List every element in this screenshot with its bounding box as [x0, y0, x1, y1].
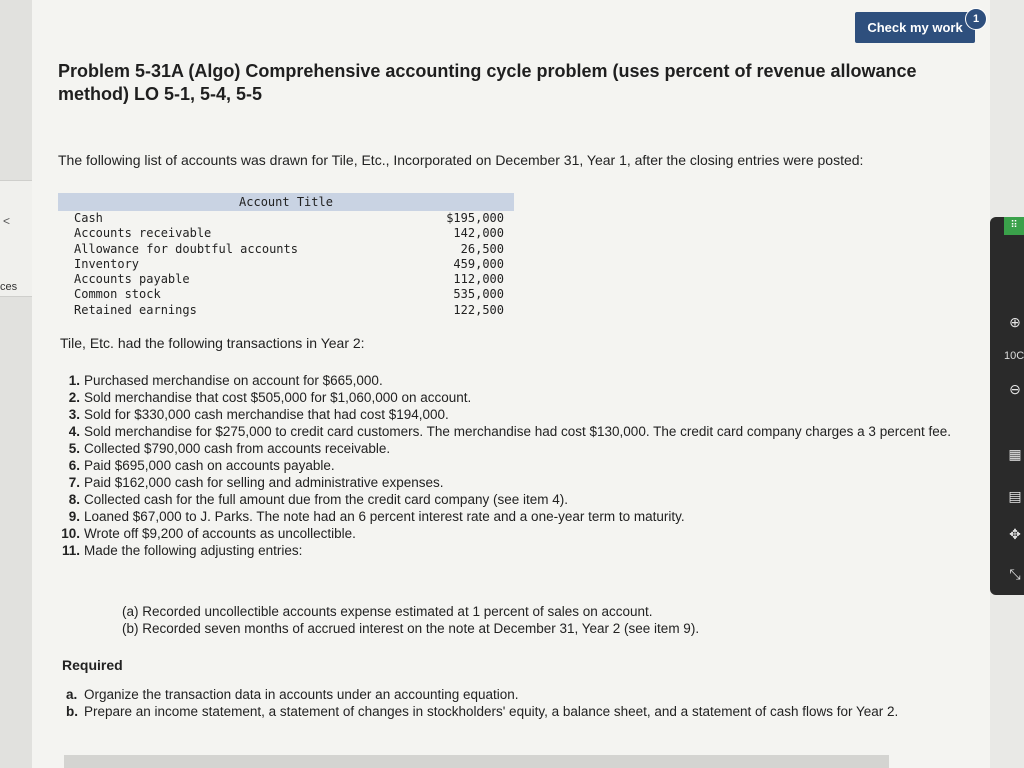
transaction-text: Paid $695,000 cash on accounts payable. — [84, 458, 335, 473]
transaction-item — [58, 474, 963, 491]
calculator-icon[interactable]: ▦ — [1008, 446, 1022, 462]
transaction-item — [58, 508, 963, 525]
transaction-text: Collected cash for the full amount due from the credit card company (see item 4). — [84, 492, 568, 507]
transaction-number: 10. — [61, 526, 80, 541]
transaction-number: 11. — [61, 543, 80, 558]
required-list — [66, 686, 956, 720]
zoom-level: 10C — [1004, 350, 1024, 362]
transaction-text: Sold merchandise for $275,000 to credit card customers. The merchandise had cost $130,000. The credit card company charges a 3 percent fee. — [84, 424, 951, 439]
account-row — [58, 303, 514, 318]
required-item — [66, 703, 956, 720]
transaction-number: 8. — [68, 492, 80, 507]
account-row — [58, 242, 514, 257]
account-row — [58, 257, 514, 272]
account-name: Common stock — [74, 287, 161, 302]
left-panel-tab[interactable] — [0, 180, 33, 297]
collapse-icon[interactable]: ⤡ — [1009, 566, 1021, 582]
chevron-left-icon[interactable]: < — [3, 214, 11, 228]
account-amount: 142,000 — [453, 226, 504, 241]
account-row — [58, 211, 514, 226]
left-panel-label[interactable]: ces — [0, 281, 18, 293]
transaction-item — [58, 423, 963, 440]
required-letter: a. — [66, 687, 78, 702]
transaction-item — [58, 440, 963, 457]
required-text: Organize the transaction data in accounts under an accounting equation. — [84, 687, 519, 702]
transaction-text: Sold for $330,000 cash merchandise that had cost $194,000. — [84, 407, 449, 422]
transaction-number: 3. — [68, 407, 80, 422]
left-strip — [0, 0, 32, 768]
transaction-text: Purchased merchandise on account for $665,000. — [84, 373, 383, 388]
transaction-item — [58, 406, 963, 423]
required-letter: b. — [66, 704, 78, 719]
required-heading: Required — [62, 657, 123, 673]
transaction-item — [58, 372, 963, 389]
transaction-number: 6. — [68, 458, 80, 473]
account-name: Accounts payable — [74, 272, 190, 287]
adjustments-list — [122, 603, 699, 637]
account-name: Allowance for doubtful accounts — [74, 241, 298, 256]
account-amount: 459,000 — [453, 256, 504, 271]
transaction-item — [58, 457, 963, 474]
transaction-number: 4. — [68, 424, 80, 439]
transaction-text: Sold merchandise that cost $505,000 for $1,060,000 on account. — [84, 390, 472, 405]
accounts-table — [58, 193, 514, 318]
account-name: Retained earnings — [74, 302, 197, 317]
adjustment-item: (b) Recorded seven months of accrued interest on the note at December 31, Year 2 (see item 9). — [122, 621, 700, 636]
transaction-number: 1. — [68, 373, 80, 388]
bottom-scroll-area — [64, 755, 889, 768]
transaction-text: Collected $790,000 cash from accounts receivable. — [84, 441, 391, 456]
move-icon[interactable]: ✥ — [1009, 526, 1021, 542]
account-row — [58, 272, 514, 287]
transaction-text: Paid $162,000 cash for selling and administrative expenses. — [84, 475, 444, 490]
transaction-number: 9. — [68, 509, 80, 524]
required-text: Prepare an income statement, a statement of changes in stockholders' equity, a balance sheet, and a statement of cash flows for Year 2. — [84, 704, 899, 719]
account-row — [58, 287, 514, 302]
transaction-text: Loaned $67,000 to J. Parks. The note had an 6 percent interest rate and a one-year term to maturity. — [84, 509, 685, 524]
account-name: Accounts receivable — [74, 226, 212, 241]
transaction-item — [58, 491, 963, 508]
transaction-number: 2. — [68, 390, 80, 405]
accounts-table-header: Account Title — [58, 193, 514, 211]
transactions-intro: Tile, Etc. had the following transactions in Year 2: — [60, 335, 365, 351]
check-my-work-button[interactable]: Check my work — [855, 12, 975, 43]
adjustment-item: (a) Recorded uncollectible accounts expense estimated at 1 percent of sales on account. — [122, 604, 653, 619]
problem-title: Problem 5-31A (Algo) Comprehensive accounting cycle problem (uses percent of revenue allowance method) LO 5-1, 5-4, 5-5 — [58, 61, 917, 104]
transaction-text: Made the following adjusting entries: — [84, 543, 303, 558]
attempt-badge: 1 — [965, 8, 987, 30]
transaction-text: Wrote off $9,200 of accounts as uncollectible. — [84, 526, 356, 541]
account-amount: 112,000 — [453, 272, 504, 287]
account-name: Inventory — [74, 256, 140, 271]
transaction-item — [58, 525, 963, 542]
problem-intro: The following list of accounts was drawn for Tile, Etc., Incorporated on December 31, Year 1, after the closing entries were posted: — [58, 152, 864, 168]
transaction-item — [58, 542, 963, 559]
account-amount: 535,000 — [453, 287, 504, 302]
transaction-number: 5. — [68, 441, 80, 456]
transaction-number: 7. — [68, 475, 80, 490]
comment-icon[interactable]: ▤ — [1008, 488, 1022, 504]
zoom-out-icon[interactable]: ⊖ — [1009, 381, 1021, 397]
zoom-in-icon[interactable]: ⊕ — [1009, 314, 1021, 330]
grip-icon[interactable]: ⠿ — [1004, 217, 1024, 235]
transactions-list — [58, 372, 963, 559]
account-amount: 122,500 — [453, 302, 504, 317]
required-item — [66, 686, 956, 703]
account-row — [58, 226, 514, 241]
account-name: Cash — [74, 211, 103, 225]
account-amount: $195,000 — [446, 211, 504, 225]
account-amount: 26,500 — [460, 241, 504, 256]
transaction-item — [58, 389, 963, 406]
